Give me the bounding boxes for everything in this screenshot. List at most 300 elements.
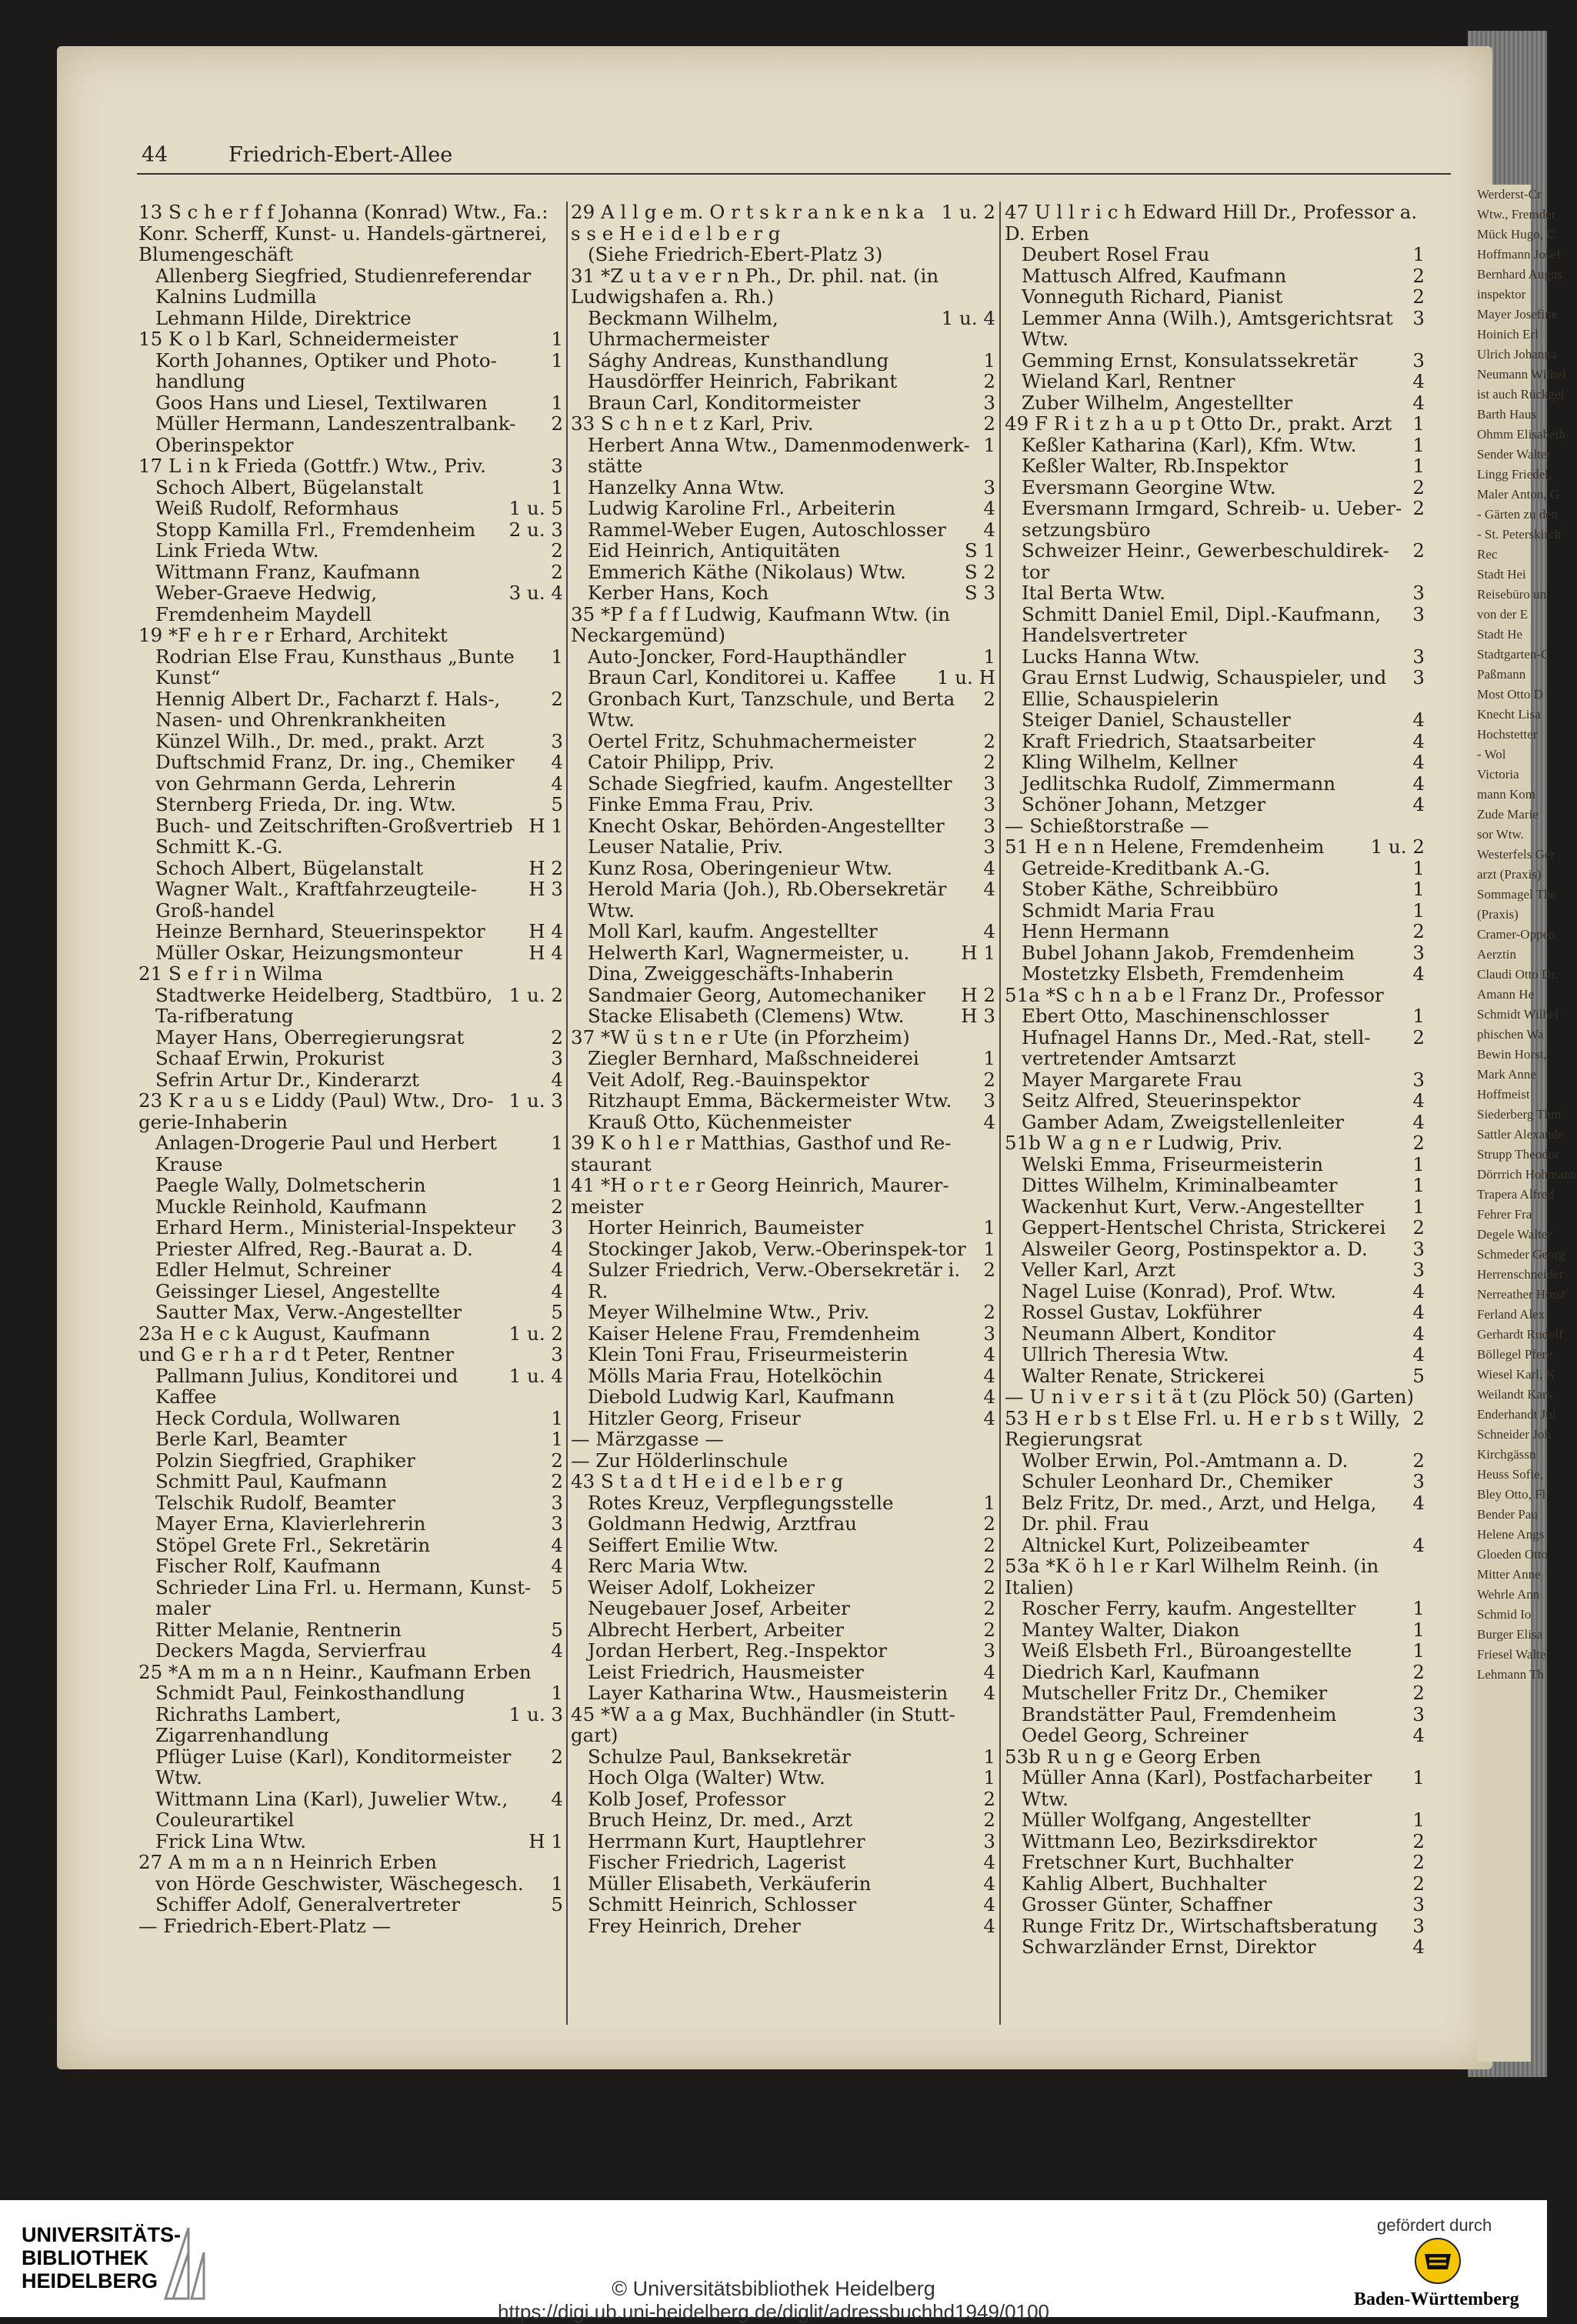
floor-number: 3 xyxy=(551,1512,563,1535)
floor-number: 3 xyxy=(551,455,563,477)
entry-text: Weiß Rudolf, Reformhaus xyxy=(155,497,399,519)
floor-number: 2 xyxy=(1412,475,1425,498)
entry-text: Meyer Wilhelmine Wtw., Priv. xyxy=(588,1301,870,1323)
floor-number: 4 xyxy=(551,772,563,795)
floor-number: 1 xyxy=(1412,1174,1425,1196)
adjacent-fragment: Helene Angs xyxy=(1477,1527,1545,1542)
floor-number: 1 xyxy=(983,1216,995,1239)
entry-text: Mayer Hans, Oberregierungsrat xyxy=(155,1025,465,1049)
floor-number: 4 xyxy=(983,1385,995,1408)
entry-text: — U n i v e r s i t ä t (zu Plöck 50) (Garten) xyxy=(1005,1385,1415,1408)
resident-entry xyxy=(571,1640,995,1662)
resident-entry xyxy=(571,1535,995,1556)
resident-entry xyxy=(1005,1217,1425,1239)
resident-entry xyxy=(1005,1704,1425,1725)
resident-entry xyxy=(571,1619,995,1641)
entry-text: 45 *W a a g Max, Buchhändler (in Stutt-gart) xyxy=(571,1702,955,1746)
floor-number: 4 xyxy=(1412,1724,1425,1746)
floor-number: 2 xyxy=(983,1787,995,1810)
resident-entry xyxy=(571,1323,995,1345)
resident-entry xyxy=(571,1555,995,1577)
entry-text: Sandmaier Georg, Automechaniker xyxy=(588,983,925,1006)
entry-text: 43 S t a d t H e i d e l b e r g xyxy=(571,1470,844,1492)
floor-number: 1 xyxy=(551,645,563,668)
adjacent-fragment: Sommagel The xyxy=(1477,887,1557,902)
resident-entry xyxy=(1005,879,1425,900)
house-number-entry xyxy=(1005,1408,1425,1450)
entry-text: Mayer Erna, Klavierlehrerin xyxy=(155,1512,426,1535)
resident-entry xyxy=(1005,1873,1425,1895)
floor-number: 2 xyxy=(983,1301,995,1323)
entry-text: Schiffer Adolf, Generalvertreter xyxy=(155,1893,460,1916)
entry-text: Wittmann Lina (Karl), Juwelier Wtw., Couleurartikel xyxy=(155,1787,508,1831)
resident-entry xyxy=(1005,477,1425,498)
entry-text: Keßler Walter, Rb.Inspektor xyxy=(1022,455,1289,477)
entry-text: Rodrian Else Frau, Kunsthaus „Bunte Kunst“ xyxy=(155,645,515,689)
entry-text: Wittmann Leo, Bezirksdirektor xyxy=(1022,1829,1317,1852)
resident-entry xyxy=(138,752,563,773)
floor-number: 4 xyxy=(1412,1110,1425,1133)
adjacent-fragment: Kirchgässn xyxy=(1477,1447,1536,1462)
resident-entry xyxy=(138,689,563,731)
entry-text: Ebert Otto, Maschinenschlosser xyxy=(1022,1005,1329,1027)
resident-entry xyxy=(1005,1619,1425,1641)
adjacent-fragment: Amann He xyxy=(1477,987,1535,1002)
floor-number: 4 xyxy=(1412,962,1425,985)
floor-number: 3 xyxy=(1412,1470,1425,1492)
house-number-entry xyxy=(138,1323,563,1345)
floor-number: 2 xyxy=(983,1533,995,1556)
resident-entry xyxy=(1005,942,1425,964)
entry-text: Layer Katharina Wtw., Hausmeisterin xyxy=(588,1682,949,1704)
entry-text: Korth Johannes, Optiker und Photo-handlung xyxy=(155,348,497,392)
resident-entry xyxy=(1005,350,1425,372)
resident-entry xyxy=(571,1005,995,1027)
floor-number: 2 xyxy=(983,729,995,752)
resident-entry xyxy=(138,392,563,414)
house-number-entry xyxy=(138,328,563,350)
floor-number: S 3 xyxy=(964,582,995,604)
entry-text: 51 H e n n Helene, Fremdenheim xyxy=(1005,835,1325,858)
resident-entry xyxy=(571,371,995,392)
floor-number: 5 xyxy=(551,793,563,815)
resident-entry xyxy=(1005,286,1425,308)
adjacent-fragment: Hoinich Erl xyxy=(1477,327,1539,342)
floor-number: 2 xyxy=(983,1597,995,1619)
adjacent-fragment: Trapera Alfred xyxy=(1477,1187,1554,1202)
entry-text: Lucks Hanna Wtw. xyxy=(1022,645,1200,668)
resident-entry xyxy=(571,1492,995,1514)
house-number-entry xyxy=(138,202,563,265)
adjacent-fragment: Dörrrich Hohmann xyxy=(1477,1167,1577,1182)
entry-text: 23 K r a u s e Liddy (Paul) Wtw., Dro-gerie-Inhaberin xyxy=(138,1089,494,1133)
adjacent-fragment: Zude Marie xyxy=(1477,807,1539,822)
resident-entry xyxy=(571,1048,995,1069)
entry-text: Ullrich Theresia Wtw. xyxy=(1022,1343,1229,1365)
adjacent-fragment: Stadtgarten-C xyxy=(1477,647,1550,662)
adjacent-fragment: Wtw., Fremder xyxy=(1477,207,1556,222)
adjacent-fragment: mann Kom xyxy=(1477,787,1536,802)
adjacent-fragment: ist auch Rückgel xyxy=(1477,387,1565,402)
resident-entry xyxy=(138,1196,563,1218)
floor-number: 4 xyxy=(983,1682,995,1704)
entry-text: Müller Elisabeth, Verkäuferin xyxy=(588,1872,872,1895)
entry-text: Geppert-Hentschel Christa, Strickerei xyxy=(1022,1216,1386,1239)
entry-text: Erhard Herm., Ministerial-Inspekteur xyxy=(155,1216,515,1239)
entry-text: Müller Hermann, Landeszentralbank-Oberinspektor xyxy=(155,412,516,456)
entry-text: Kerber Hans, Koch xyxy=(588,582,769,604)
floor-number: 2 xyxy=(551,1449,563,1472)
floor-number: 1 xyxy=(1412,1152,1425,1175)
entry-text: Goos Hans und Liesel, Textilwaren xyxy=(155,391,488,414)
floor-number: 4 xyxy=(551,1639,563,1662)
resident-entry xyxy=(138,1535,563,1556)
floor-number: 2 xyxy=(1412,1406,1425,1429)
entry-text: Bubel Johann Jakob, Fremdenheim xyxy=(1022,941,1355,964)
floor-number: 2 xyxy=(551,412,563,435)
entry-text: Hennig Albert Dr., Facharzt f. Hals-, Nasen- und Ohrenkrankheiten xyxy=(155,687,501,731)
floor-number: 2 xyxy=(983,1809,995,1831)
floor-number: 3 xyxy=(551,729,563,752)
resident-entry xyxy=(571,1239,995,1260)
entry-text: von Hörde Geschwister, Wäschegesch. xyxy=(155,1872,524,1895)
house-number-entry xyxy=(571,1450,995,1472)
adjacent-fragment: Gerhardt Rudolf xyxy=(1477,1327,1563,1342)
floor-number: 4 xyxy=(983,920,995,942)
entry-text: — Friedrich-Ebert-Platz — xyxy=(138,1914,392,1937)
floor-number: 2 xyxy=(983,412,995,435)
entry-text: Oedel Georg, Schreiner xyxy=(1022,1724,1249,1746)
floor-number: 3 xyxy=(1412,666,1425,689)
entry-text: Beckmann Wilhelm, Uhrmachermeister xyxy=(588,306,778,350)
floor-number: 3 xyxy=(1412,1893,1425,1916)
resident-entry xyxy=(571,689,995,731)
resident-entry xyxy=(571,667,995,689)
resident-entry xyxy=(138,1027,563,1049)
house-number-entry xyxy=(571,1471,995,1492)
floor-number: 2 xyxy=(1412,1216,1425,1239)
floor-number: H 2 xyxy=(528,856,563,879)
house-number-entry xyxy=(1005,985,1425,1006)
floor-number: 4 xyxy=(1412,1301,1425,1323)
floor-number: 1 xyxy=(1412,455,1425,477)
library-line: UNIVERSITÄTS- xyxy=(22,2223,182,2246)
state-emblem-icon xyxy=(1414,2237,1462,2285)
entry-text: Künzel Wilh., Dr. med., prakt. Arzt xyxy=(155,729,485,752)
adjacent-fragment: Schmeder Georg xyxy=(1477,1247,1565,1262)
floor-number: 4 xyxy=(983,856,995,879)
entry-text: Müller Anna (Karl), Postfacharbeiter Wtw. xyxy=(1022,1766,1372,1810)
entry-text: 53a *K ö h l e r Karl Wilhelm Reinh. (in Italien) xyxy=(1005,1555,1379,1599)
entry-text: Weber-Graeve Hedwig, Fremdenheim Maydell xyxy=(155,582,378,625)
resident-entry xyxy=(1005,1005,1425,1027)
entry-text: Schwarzländer Ernst, Direktor xyxy=(1022,1936,1316,1958)
adjacent-fragment: von der E xyxy=(1477,607,1529,622)
resident-entry xyxy=(1005,1323,1425,1345)
resident-entry xyxy=(1005,1281,1425,1302)
adjacent-fragment: inspektor xyxy=(1477,287,1526,302)
entry-text: Ludwig Karoline Frl., Arbeiterin xyxy=(588,497,896,519)
entry-text: Welski Emma, Friseurmeisterin xyxy=(1022,1152,1324,1175)
resident-entry xyxy=(1005,1175,1425,1196)
floor-number: 1 xyxy=(1412,1005,1425,1027)
resident-entry xyxy=(138,1831,563,1852)
house-number-entry xyxy=(138,1090,563,1132)
resident-entry xyxy=(138,1513,563,1535)
entry-text: Steiger Daniel, Schausteller xyxy=(1022,709,1291,731)
adjacent-fragment: Degele Walter xyxy=(1477,1227,1552,1242)
entry-text: Altnickel Kurt, Polizeibeamter xyxy=(1022,1533,1309,1556)
entry-text: Ritter Melanie, Rentnerin xyxy=(155,1618,402,1641)
entry-text: Vonneguth Richard, Pianist xyxy=(1022,285,1283,308)
entry-text: Henn Hermann xyxy=(1022,920,1170,942)
floor-number: 3 xyxy=(983,391,995,414)
floor-number: 2 xyxy=(1412,1872,1425,1895)
floor-number: 1 xyxy=(1412,899,1425,922)
adjacent-fragment: Westerfels Ger xyxy=(1477,847,1555,862)
resident-entry xyxy=(1005,1598,1425,1619)
resident-entry xyxy=(571,582,995,604)
floor-number: 4 xyxy=(551,1555,563,1577)
resident-entry xyxy=(571,921,995,942)
resident-entry xyxy=(571,1217,995,1239)
entry-text: Frey Heinrich, Dreher xyxy=(588,1914,801,1937)
floor-number: 2 xyxy=(551,539,563,562)
entry-text: Stöpel Grete Frl., Sekretärin xyxy=(155,1533,431,1556)
adjacent-fragment: - Wol xyxy=(1477,747,1506,762)
entry-text: Link Frieda Wtw. xyxy=(155,539,319,562)
resident-entry xyxy=(138,1450,563,1472)
directory-column-2 xyxy=(571,202,995,1936)
entry-text: Duftschmid Franz, Dr. ing., Chemiker xyxy=(155,751,515,773)
adjacent-fragment: Böllegel Pfere xyxy=(1477,1347,1552,1362)
source-url[interactable]: https://digi.ub.uni-heidelberg.de/diglit/adressbuchhd1949/0100 xyxy=(498,2300,1049,2323)
resident-entry xyxy=(571,773,995,795)
resident-entry xyxy=(138,265,563,287)
floor-number: H 4 xyxy=(528,941,563,964)
entry-text: Müller Wolfgang, Angestellter xyxy=(1022,1809,1311,1831)
resident-entry xyxy=(1005,582,1425,604)
house-number-entry xyxy=(571,1132,995,1175)
house-number-entry xyxy=(1005,836,1425,858)
adjacent-fragment: Hochstetter xyxy=(1477,727,1538,742)
floor-number: 3 xyxy=(983,1639,995,1662)
floor-number: 3 xyxy=(983,793,995,815)
adjacent-fragment: Friesel Walte xyxy=(1477,1647,1546,1662)
house-number-entry xyxy=(571,1175,995,1217)
resident-entry xyxy=(1005,1365,1425,1387)
entry-text: Eid Heinrich, Antiquitäten xyxy=(588,539,841,562)
resident-entry xyxy=(1005,498,1425,540)
entry-text: Herrmann Kurt, Hauptlehrer xyxy=(588,1829,865,1852)
resident-entry xyxy=(1005,1852,1425,1873)
floor-number: 3 xyxy=(1412,1702,1425,1725)
resident-entry xyxy=(571,985,995,1006)
entry-text: 29 A l l g e m. O r t s k r a n k e n k a s s e H e i d e l b e r g xyxy=(571,201,925,245)
resident-entry xyxy=(571,1894,995,1916)
floor-number: 3 xyxy=(983,1322,995,1345)
entry-text: Braun Carl, Konditorei u. Kaffee xyxy=(588,666,896,689)
cross-street-marker xyxy=(571,1429,995,1450)
entry-text: Auto-Joncker, Ford-Haupthändler xyxy=(588,645,906,668)
adjacent-fragment: - St. Peterskirch xyxy=(1477,527,1562,542)
entry-text: Veller Karl, Arzt xyxy=(1022,1259,1175,1281)
resident-entry xyxy=(1005,1916,1425,1937)
entry-text: Hufnagel Hanns Dr., Med.-Rat, stell-vertretender Amtsarzt xyxy=(1022,1025,1371,1069)
entry-text: Müller Oskar, Heizungsmonteur xyxy=(155,941,463,964)
floor-number: 4 xyxy=(1412,1322,1425,1345)
entry-text: Wagner Walt., Kraftfahrzeugteile-Groß-handel xyxy=(155,878,478,922)
entry-text: Deubert Rosel Frau xyxy=(1022,243,1210,265)
adjacent-fragment: Burger Elisa xyxy=(1477,1627,1543,1642)
entry-text: Rerc Maria Wtw. xyxy=(588,1555,748,1577)
resident-entry xyxy=(571,1598,995,1619)
entry-text: Krauß Otto, Küchenmeister xyxy=(588,1110,852,1133)
resident-entry xyxy=(138,286,563,308)
floor-number: 4 xyxy=(1412,709,1425,731)
entry-text: Jedlitschka Rudolf, Zimmermann xyxy=(1022,772,1336,795)
floor-number: 2 xyxy=(1412,497,1425,519)
entry-text: Leist Friedrich, Hausmeister xyxy=(588,1660,864,1683)
entry-text: Diedrich Karl, Kaufmann xyxy=(1022,1660,1260,1683)
entry-text: 41 *H o r t e r Georg Heinrich, Maurer-meister xyxy=(571,1174,949,1218)
floor-number: 4 xyxy=(983,518,995,541)
adjacent-fragment: Bernhard Augus xyxy=(1477,267,1562,282)
floor-number: 4 xyxy=(983,1660,995,1683)
resident-entry xyxy=(571,858,995,879)
house-number-entry xyxy=(138,1852,563,1873)
entry-text: 53b R u n g e Georg Erben xyxy=(1005,1745,1262,1768)
entry-text: Catoir Philipp, Priv. xyxy=(588,751,775,773)
entry-text: Ital Berta Wtw. xyxy=(1022,582,1166,604)
resident-entry xyxy=(1005,794,1425,815)
adjacent-fragment: Neumann Wilhel xyxy=(1477,367,1566,382)
entry-text: Schmidt Paul, Feinkosthandlung xyxy=(155,1682,465,1704)
entry-text: Eversmann Irmgard, Schreib- u. Ueber-setzungsbüro xyxy=(1022,497,1402,541)
resident-entry xyxy=(1005,1239,1425,1260)
resident-entry xyxy=(138,1577,563,1619)
resident-entry xyxy=(138,413,563,455)
resident-entry xyxy=(1005,371,1425,392)
adjacent-fragment: Reisebüro un xyxy=(1477,587,1547,602)
entry-text: Nagel Luise (Konrad), Prof. Wtw. xyxy=(1022,1279,1337,1302)
entry-text: 17 L i n k Frieda (Gottfr.) Wtw., Priv. xyxy=(138,455,486,477)
floor-number: 3 xyxy=(551,1491,563,1514)
entry-text: Horter Heinrich, Baumeister xyxy=(588,1216,864,1239)
entry-text: Walter Renate, Strickerei xyxy=(1022,1364,1265,1387)
house-number-entry xyxy=(138,963,563,985)
floor-number: 1 xyxy=(551,1682,563,1704)
floor-number: 2 xyxy=(551,687,563,710)
resident-entry xyxy=(1005,752,1425,773)
entry-text: Neugebauer Josef, Arbeiter xyxy=(588,1597,850,1619)
resident-entry xyxy=(571,1662,995,1683)
floor-number: 5 xyxy=(551,1618,563,1641)
entry-text: Wieland Karl, Rentner xyxy=(1022,370,1235,392)
entry-text: Mostetzky Elsbeth, Fremdenheim xyxy=(1022,962,1345,985)
resident-entry xyxy=(571,646,995,668)
entry-text: Stockinger Jakob, Verw.-Oberinspek-tor xyxy=(588,1237,966,1260)
entry-text: 47 U l l r i c h Edward Hill Dr., Professor a. D. Erben xyxy=(1005,201,1418,245)
floor-number: 1 xyxy=(551,1872,563,1895)
resident-entry xyxy=(138,1640,563,1662)
resident-entry xyxy=(1005,392,1425,414)
floor-number: 3 xyxy=(1412,1237,1425,1260)
floor-number: 4 xyxy=(983,1914,995,1937)
floor-number: 3 xyxy=(1412,582,1425,604)
entry-text: Belz Fritz, Dr. med., Arzt, und Helga, Dr. phil. Frau xyxy=(1022,1491,1377,1535)
floor-number: 3 xyxy=(1412,1259,1425,1281)
floor-number: 4 xyxy=(551,1259,563,1281)
entry-text: Richraths Lambert, Zigarrenhandlung xyxy=(155,1702,342,1746)
entry-text: Rammel-Weber Eugen, Autoschlosser xyxy=(588,518,947,541)
resident-entry xyxy=(138,646,563,689)
floor-number: 4 xyxy=(1412,1089,1425,1112)
entry-text: Emmerich Käthe (Nikolaus) Wtw. xyxy=(588,560,906,583)
floor-number: 4 xyxy=(1412,1491,1425,1514)
resident-entry xyxy=(1005,667,1425,709)
resident-entry xyxy=(1005,1894,1425,1916)
house-number-entry xyxy=(1005,1132,1425,1154)
floor-number: 2 xyxy=(1412,1682,1425,1704)
floor-number: 2 xyxy=(983,370,995,392)
floor-number: 4 xyxy=(1412,391,1425,414)
floor-number: H 3 xyxy=(961,1005,995,1027)
resident-entry xyxy=(1005,858,1425,879)
resident-entry xyxy=(138,1281,563,1302)
adjacent-fragment: (Praxis) xyxy=(1477,907,1519,922)
entry-text: 21 S e f r i n Wilma xyxy=(138,962,323,985)
resident-entry xyxy=(1005,1344,1425,1365)
entry-text: Seitz Alfred, Steuerinspektor xyxy=(1022,1089,1301,1112)
entry-text: Grosser Günter, Schaffner xyxy=(1022,1893,1272,1916)
resident-entry xyxy=(138,1492,563,1514)
resident-entry xyxy=(571,1408,995,1429)
resident-entry xyxy=(138,350,563,392)
resident-entry xyxy=(571,1386,995,1408)
entry-text: Wittmann Franz, Kaufmann xyxy=(155,560,421,583)
entry-text: Hitzler Georg, Friseur xyxy=(588,1406,801,1429)
adjacent-fragment: Sattler Alexande xyxy=(1477,1127,1564,1142)
adjacent-fragment: Paßmann xyxy=(1477,667,1526,682)
street-title: Friedrich-Ebert-Allee xyxy=(228,143,453,167)
resident-entry xyxy=(1005,265,1425,287)
header-rule xyxy=(137,173,1451,175)
floor-number: 1 u. 4 xyxy=(941,306,995,329)
resident-entry xyxy=(1005,1936,1425,1958)
resident-entry xyxy=(571,498,995,519)
floor-number: 4 xyxy=(1412,1533,1425,1556)
entry-text: Sefrin Artur Dr., Kinderarzt xyxy=(155,1068,419,1091)
house-number-entry xyxy=(571,1704,995,1746)
entry-text: Leuser Natalie, Priv. xyxy=(588,835,784,858)
adjacent-fragment: phischen Wa xyxy=(1477,1027,1544,1042)
adjacent-fragment: Sender Walter xyxy=(1477,447,1552,462)
entry-text: 33 S c h n e t z Karl, Priv. xyxy=(571,412,814,435)
entry-text: Schoch Albert, Bügelanstalt xyxy=(155,475,424,498)
floor-number: 3 xyxy=(983,1089,995,1112)
floor-number: 1 xyxy=(1412,878,1425,900)
entry-text: von Gehrmann Gerda, Lehrerin xyxy=(155,772,456,795)
entry-text: Stacke Elisabeth (Clemens) Wtw. xyxy=(588,1005,905,1027)
resident-entry xyxy=(571,815,995,837)
resident-entry xyxy=(1005,1831,1425,1852)
resident-entry xyxy=(1005,308,1425,350)
adjacent-fragment: Most Otto D xyxy=(1477,687,1543,702)
resident-entry xyxy=(571,1069,995,1091)
floor-number: 1 xyxy=(983,1237,995,1260)
floor-number: 2 xyxy=(983,1259,995,1281)
